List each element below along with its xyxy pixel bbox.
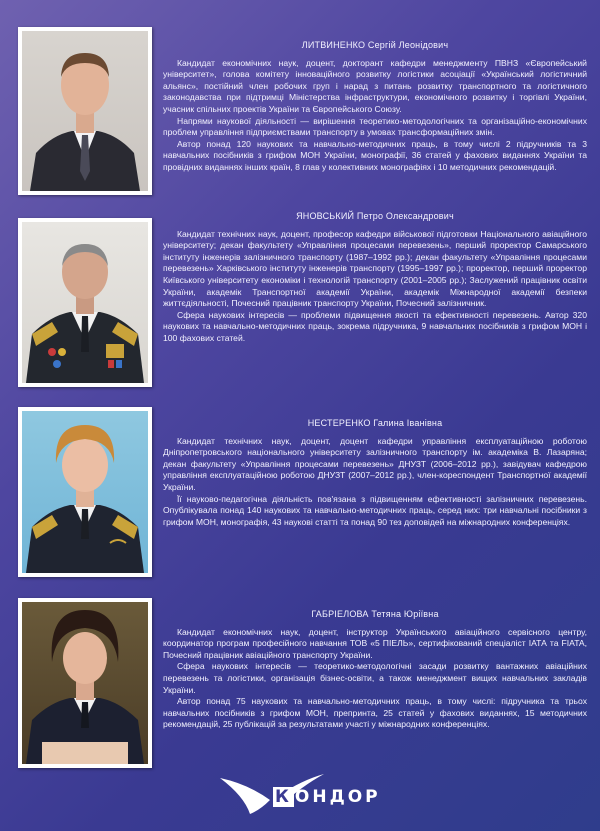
portrait-photo-yanovskyi: [18, 218, 152, 387]
bio-paragraph: Її науково-педагогічна діяльність пов'язана з підвищенням ефективності залізничних перевезень. Опублікувала понад 140 наукових та навчально-методичних праць, серед них: три навчальні посібники з грифом МОН, монографія, 43 наукові статті та понад 90 тез доповідей на міжнародних конференціях.: [163, 493, 587, 527]
portrait-nesterenko: [22, 411, 148, 573]
bio-paragraph: Кандидат технічних наук, доцент, доцент кафедри управління експлуатаційною роботою Дніпропетровського національного університету залізничного транспорту ім. академіка В. Лазаряна; декан факультету «Управління процесами перевезень» ДНУЗТ (2006–2012 рр.), завідувач кафедрою управління експлуатаційною роботою ДНУЗТ (2007–2012 рр.), член-кореспондент Транспортної академії України.: [163, 435, 587, 492]
portrait-photo-nesterenko: [18, 407, 152, 577]
portrait-yanovskyi: [22, 222, 148, 383]
bio-text-nesterenko: [163, 418, 587, 528]
publisher-name: [273, 787, 381, 807]
portrait-gabrielova: [22, 602, 148, 764]
person-name: ЛИТВИНЕНКО Сергій Леонідович: [301, 40, 449, 50]
logo-letter-k: К: [275, 787, 292, 807]
bio-paragraph: Кандидат економічних наук, доцент, інструктор Українського авіаційного сервісного центру, координатор програм професійного навчання ТОВ «5 ПІЕЛЬ», сертифікований спеціаліст ІАТА та FIATA, Почесний працівник авіаційного транспорту України.: [163, 626, 587, 660]
portrait-photo-gabrielova: [18, 598, 152, 768]
bio-paragraph: Сфера наукових інтересів — проблеми підвищення якості та ефективності перевезень. Автор 320 наукових та навчально-методичних праць, зокрема підручника, 9 навчальних посібників з грифом МОН і 100 фахових статей.: [163, 309, 587, 343]
bio-paragraph: Кандидат економічних наук, доцент, докторант кафедри менеджменту ПВНЗ «Європейський університет», голова комітету інноваційного розвитку логістики асоціації «Український логістичний альянс», постійний член робочих груп і нарад з питань розвитку транспортного та логістичного законодавства при підтримці Міністерства інфраструктури, економічного розвитку і торгівлі України, учасник спільних проектів України та Європейського Союзу.: [163, 57, 587, 114]
bio-paragraph: Напрями наукової діяльності — вирішення теоретико-методологічних та організаційно-економічних проблем управління підприємствами транспорту в умовах трансформаційних змін.: [163, 115, 587, 138]
person-name: НЕСТЕРЕНКО Галина Іванівна: [307, 418, 443, 428]
bio-text-gabrielova: [163, 609, 587, 731]
bio-paragraph: Кандидат технічних наук, доцент, професор кафедри військової підготовки Національного авіаційного університету; декан факультету «Управління процесами перевезень», перший проректор Самарського інституту інженерів залізничного транспорту (1987–1992 рр.); декан факультету «Управління процесами перевезень» Харківського інституту інженерів транспорту (1995–1997 рр.); проректор, перший проректор Київського університету економіки і технологій транспорту (2001–2005 рр.); Заслужений працівник освіти України, академік Транспортної академії України, академік Міжнародної академії безпеки життєдіяльності, Почесний працівник транспорту України, Почесний залізничник.: [163, 228, 587, 309]
portrait-litvinenko: [22, 31, 148, 191]
bio-text-yanovskyi: [163, 211, 587, 345]
bio-paragraph: Автор понад 120 наукових та навчально-методичних праць, в тому числі 2 підручників та 3 навчальних посібників з грифом МОН України, монографії, 36 статей у фахових виданнях України та провідних виданнях інших країн, 8 глав у колективних монографіях і 10 методичних рекомендацій.: [163, 138, 587, 172]
person-name: ГАБРІЕЛОВА Тетяна Юріївна: [311, 609, 439, 619]
logo-rest: ОНДОР: [294, 787, 381, 807]
publisher-logo: [218, 770, 398, 816]
bio-paragraph: Сфера наукових інтересів — теоретико-методологічні засади розвитку вантажних авіаційних перевезень та логістики, організація бізнес-освіти, а також менеджмент вищих навчальних закладів України.: [163, 661, 587, 695]
portrait-photo-litvinenko: [18, 27, 152, 195]
bio-paragraph: Автор понад 75 наукових та навчально-методичних праць, в тому числі: підручника та трьох навчальних посібників з грифом МОН, препринта, 25 статей у фахових виданнях, 15 методичних рекомендацій, 25 публікацій за результатами участі у міжнародних конференціях.: [163, 696, 587, 730]
bio-text-litvinenko: [163, 40, 587, 174]
person-name: ЯНОВСЬКИЙ Петро Олександрович: [296, 211, 454, 221]
